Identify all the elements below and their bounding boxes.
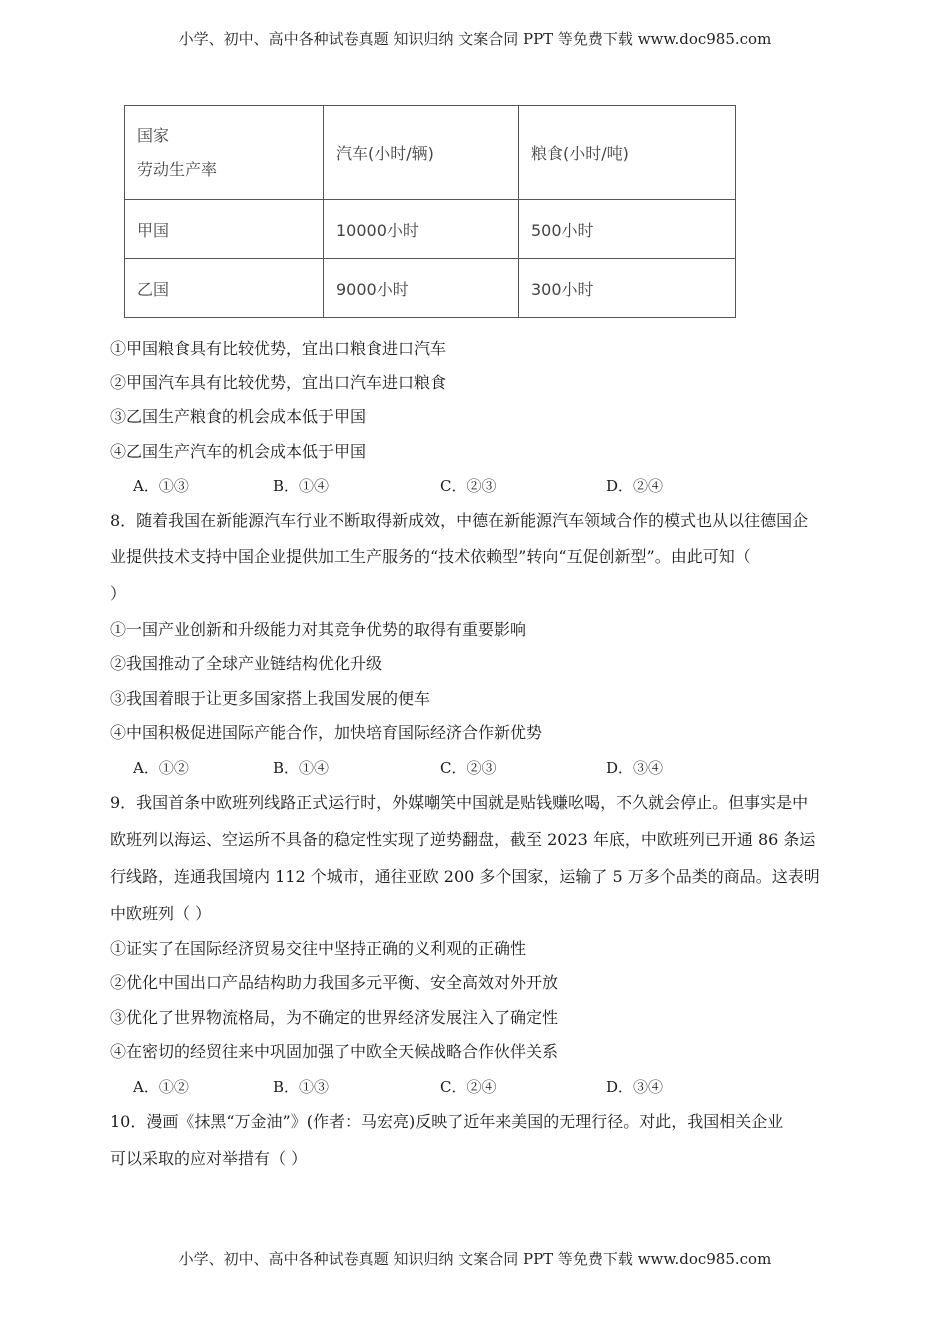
q8-stem-line-3: ） <box>110 584 127 603</box>
row-car-value: 9000小时 <box>324 259 519 318</box>
table-row <box>125 200 736 259</box>
q7-statement-4: ④乙国生产汽车的机会成本低于甲国 <box>110 442 367 461</box>
q9-option-a[interactable]: A．①② <box>133 1078 189 1096</box>
q8-option-b[interactable]: B．①④ <box>273 759 330 777</box>
q9-stem-line-2: 欧班列以海运、空运所不具备的稳定性实现了逆势翻盘，截至 2023 年底，中欧班列已开通 86 条运 <box>110 830 816 849</box>
row-grain-value: 500小时 <box>519 200 736 259</box>
q8-statement-1: ①一国产业创新和升级能力对其竞争优势的取得有重要影响 <box>110 620 527 639</box>
q10-stem-line-2: 可以采取的应对举措有（ ） <box>110 1149 308 1168</box>
corner-label-country: 国家 <box>137 125 170 145</box>
q7-statement-3: ③乙国生产粮食的机会成本低于甲国 <box>110 407 367 426</box>
column-header-grain: 粮食(小时/吨) <box>519 106 736 200</box>
row-grain-value: 300小时 <box>519 259 736 318</box>
row-car-value: 10000小时 <box>324 200 519 259</box>
q9-statement-2: ②优化中国出口产品结构助力我国多元平衡、安全高效对外开放 <box>110 973 559 992</box>
q8-option-c[interactable]: C．②③ <box>440 759 497 777</box>
column-header-car: 汽车(小时/辆) <box>324 106 519 200</box>
q7-statement-1: ①甲国粮食具有比较优势，宜出口粮食进口汽车 <box>110 339 447 358</box>
q8-option-a[interactable]: A．①② <box>133 759 189 777</box>
q7-option-d[interactable]: D．②④ <box>606 477 664 495</box>
table-row <box>125 259 736 318</box>
q9-statement-1: ①证实了在国际经济贸易交往中坚持正确的义利观的正确性 <box>110 939 527 958</box>
q9-statement-3: ③优化了世界物流格局，为不确定的世界经济发展注入了确定性 <box>110 1008 559 1027</box>
q8-stem-line-1: 8．随着我国在新能源汽车行业不断取得新成效，中德在新能源汽车领域合作的模式也从以往德国企 <box>110 511 809 530</box>
productivity-table <box>124 105 736 318</box>
table-corner-cell <box>125 106 324 200</box>
q9-option-c[interactable]: C．②④ <box>440 1078 497 1096</box>
q8-statement-4: ④中国积极促进国际产能合作，加快培育国际经济合作新优势 <box>110 723 543 742</box>
q9-statement-4: ④在密切的经贸往来中巩固加强了中欧全天候战略合作伙伴关系 <box>110 1042 559 1061</box>
q8-statement-2: ②我国推动了全球产业链结构优化升级 <box>110 654 383 673</box>
q9-stem-line-4: 中欧班列（ ） <box>110 904 212 923</box>
row-country: 甲国 <box>125 200 324 259</box>
q7-option-b[interactable]: B．①④ <box>273 477 330 495</box>
page-footer: 小学、初中、高中各种试卷真题 知识归纳 文案合同 PPT 等免费下载 www.doc985.com <box>178 1250 772 1268</box>
page-header: 小学、初中、高中各种试卷真题 知识归纳 文案合同 PPT 等免费下载 www.doc985.com <box>178 30 772 48</box>
q8-option-d[interactable]: D．③④ <box>606 759 664 777</box>
q9-option-b[interactable]: B．①③ <box>273 1078 330 1096</box>
q7-statement-2: ②甲国汽车具有比较优势，宜出口汽车进口粮食 <box>110 373 447 392</box>
q8-stem-line-2: 业提供技术支持中国企业提供加工生产服务的“技术依赖型”转向“互促创新型”。由此可知（ <box>110 547 751 566</box>
q9-stem-line-3: 行线路，连通我国境内 112 个城市，通往亚欧 200 多个国家，运输了 5 万多个品类的商品。这表明 <box>110 867 820 886</box>
q10-stem-line-1: 10．漫画《抹黑“万金油”》(作者：马宏亮)反映了近年来美国的无理行径。对此，我国相关企业 <box>110 1112 784 1131</box>
q7-option-c[interactable]: C．②③ <box>440 477 497 495</box>
corner-label-productivity: 劳动生产率 <box>137 159 218 179</box>
q7-option-a[interactable]: A．①③ <box>133 477 189 495</box>
q8-statement-3: ③我国着眼于让更多国家搭上我国发展的便车 <box>110 689 431 708</box>
q9-option-d[interactable]: D．③④ <box>606 1078 664 1096</box>
table-header-row <box>125 106 736 200</box>
q9-stem-line-1: 9．我国首条中欧班列线路正式运行时，外媒嘲笑中国就是贴钱赚吆喝，不久就会停止。但事实是中 <box>110 793 809 812</box>
row-country: 乙国 <box>125 259 324 318</box>
